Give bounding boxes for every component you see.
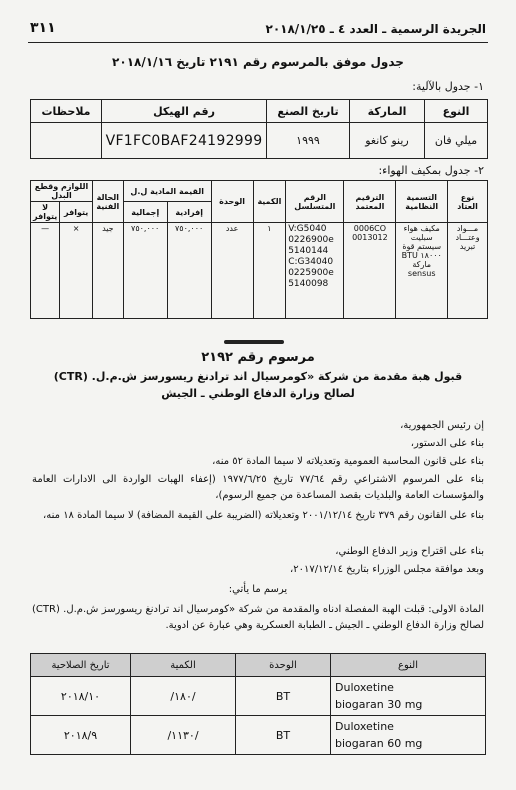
med-name-line1: Duloxetine: [335, 720, 394, 733]
section2-label: ٢- جدول بمكيف الهواء:: [378, 164, 484, 177]
table-title: جدول موفق بالمرسوم رقم ٢١٩١ تاريخ ٢٠١٨/١/١٦: [112, 55, 404, 69]
ac-approved: 0006CO 0013012: [344, 223, 396, 319]
med-name: [331, 716, 486, 755]
med-qty: /١٨٠/: [131, 677, 236, 716]
col-brand: الماركة: [350, 100, 425, 123]
col-manufacture-date: تاريخ الصنع: [267, 100, 350, 123]
vehicle-notes: [31, 123, 102, 159]
medicines-table: [30, 653, 486, 755]
vehicle-brand: رينو كانغو: [350, 123, 425, 159]
para-president: إن رئيس الجمهورية،: [400, 420, 484, 431]
ac-col-condition: الحالة الفنية: [92, 181, 123, 223]
ac-unit: عدد: [211, 223, 253, 319]
ac-col-value-total: إجمالية: [123, 202, 167, 223]
para-constitution: بناء على الدستور،: [410, 438, 484, 449]
ac-col-unit: الوحدة: [211, 181, 253, 223]
ac-value-unit: ٧٥٠,٠٠٠: [167, 223, 211, 319]
decree-number: مرسوم رقم ٢١٩٢: [201, 350, 315, 365]
para-accounting-law: بناء على قانون المحاسبة العمومية وتعديلاته لا سيما المادة ٥٢ منه،: [212, 456, 484, 467]
ac-col-serial: الرقم المتسلسل: [286, 181, 344, 223]
ac-type: مـــواد وعتـــاد تبريد: [448, 223, 488, 319]
ac-col-req-avail: يتوافر: [60, 202, 93, 223]
journal-line: الجريدة الرسمية ـ العدد ٤ ـ ٢٠١٨/١/٢٥: [265, 22, 486, 36]
para-legislative-decree: بناء على المرسوم الاشتراعي رقم ٧٧/٦٤ تاريخ ١٩٧٧/٦/٢٥ (إعفاء الهبات الواردة الى الادارات العامة والمؤسسات العامة والبلديات بقصد المساعدة من جميع الرسوم)،: [32, 474, 484, 501]
decree-subtitle-beneficiary: لصالح وزارة الدفاع الوطني ـ الجيش: [161, 387, 355, 400]
med-col-expiry: تاريخ الصلاحية: [31, 654, 131, 677]
vehicle-year: ١٩٩٩: [267, 123, 350, 159]
header-rule: [28, 42, 488, 43]
ac-col-qty: الكمية: [253, 181, 286, 223]
ac-req-avail: ×: [60, 223, 93, 319]
para-council-approval: وبعد موافقة مجلس الوزراء بتاريخ ٢٠١٧/١٢/١٤،: [290, 564, 484, 575]
para-article-one: المادة الاولى: قبلت الهبة المفصلة ادناه والمقدمة من شركة «كومرسيال اند ترادنغ ريسورسز ش.م.ل. (CTR) لصالح وزارة الدفاع الوطني ـ الجيش ـ الطبابة العسكرية وهي عبارة عن ادوية.: [32, 604, 484, 631]
vehicle-table: [30, 99, 488, 159]
vehicle-header-row: [31, 100, 488, 123]
table-row: [31, 677, 486, 716]
para-vat-law: بناء على القانون رقم ٣٧٩ تاريخ ٢٠٠١/١٢/١٤ وتعديلاته (الضريبة على القيمة المضافة) لا سيما المادة ١٨ منه،: [43, 510, 484, 521]
med-name-line2: biogaran 60 mg: [335, 737, 423, 750]
ac-col-approved: الترقيم المعتمد: [344, 181, 396, 223]
ac-col-type: نوع العتاد: [448, 181, 488, 223]
col-notes: ملاحظات: [31, 100, 102, 123]
ac-header-row-1: [31, 181, 488, 202]
ac-col-req-unavail: لا يتوافر: [31, 202, 60, 223]
ac-serial: V:G5040 0226900e 5140144 C:G34040 0225900e 5140098: [286, 223, 344, 319]
col-chassis: رقم الهيكل: [102, 100, 267, 123]
page-header: [30, 20, 486, 40]
para-minister-proposal: بناء على اقتراح وزير الدفاع الوطني،: [335, 546, 484, 557]
decree-subtitle: قبول هبة مقدمة من شركة «كومرسيال اند ترادنغ ريسورسز ش.م.ل. (CTR): [53, 370, 463, 383]
ac-row: [31, 223, 488, 319]
ac-col-req: اللوازم وقطع البدل: [31, 181, 93, 202]
med-name-line1: Duloxetine: [335, 681, 394, 694]
page-number: ٣١١: [30, 20, 56, 36]
ac-naming: مكيف هواء سبليت سيستم قوة ١٨٠٠٠ BTU ماركة sensus: [396, 223, 448, 319]
section-divider: [224, 340, 284, 344]
ac-req-unavail: —: [31, 223, 60, 319]
ac-condition: جيد: [92, 223, 123, 319]
ac-qty: ١: [253, 223, 286, 319]
col-type: النوع: [425, 100, 488, 123]
vehicle-chassis: VF1FC0BAF24192999: [102, 123, 267, 159]
med-name-line2: biogaran 30 mg: [335, 698, 423, 711]
med-qty: /١١٣٠/: [131, 716, 236, 755]
para-decrees: يرسم ما يأتي:: [228, 584, 288, 595]
med-unit: BT: [236, 716, 331, 755]
ac-col-value-unit: إفرادية: [167, 202, 211, 223]
ac-table: [30, 180, 488, 319]
ac-value-total: ٧٥٠,٠٠٠: [123, 223, 167, 319]
med-unit: BT: [236, 677, 331, 716]
med-col-unit: الوحدة: [236, 654, 331, 677]
med-expiry: ٢٠١٨/١٠: [31, 677, 131, 716]
med-col-type: النوع: [331, 654, 486, 677]
ac-col-value: القيمة المادية ل.ل: [123, 181, 211, 202]
med-name: [331, 677, 486, 716]
section1-label: ١- جدول بالآلية:: [412, 80, 484, 93]
med-expiry: ٢٠١٨/٩: [31, 716, 131, 755]
vehicle-row: [31, 123, 488, 159]
medicines-header-row: [31, 654, 486, 677]
med-col-qty: الكمية: [131, 654, 236, 677]
ac-col-naming: التسمية النظامية: [396, 181, 448, 223]
vehicle-type: ميلي فان: [425, 123, 488, 159]
table-row: [31, 716, 486, 755]
